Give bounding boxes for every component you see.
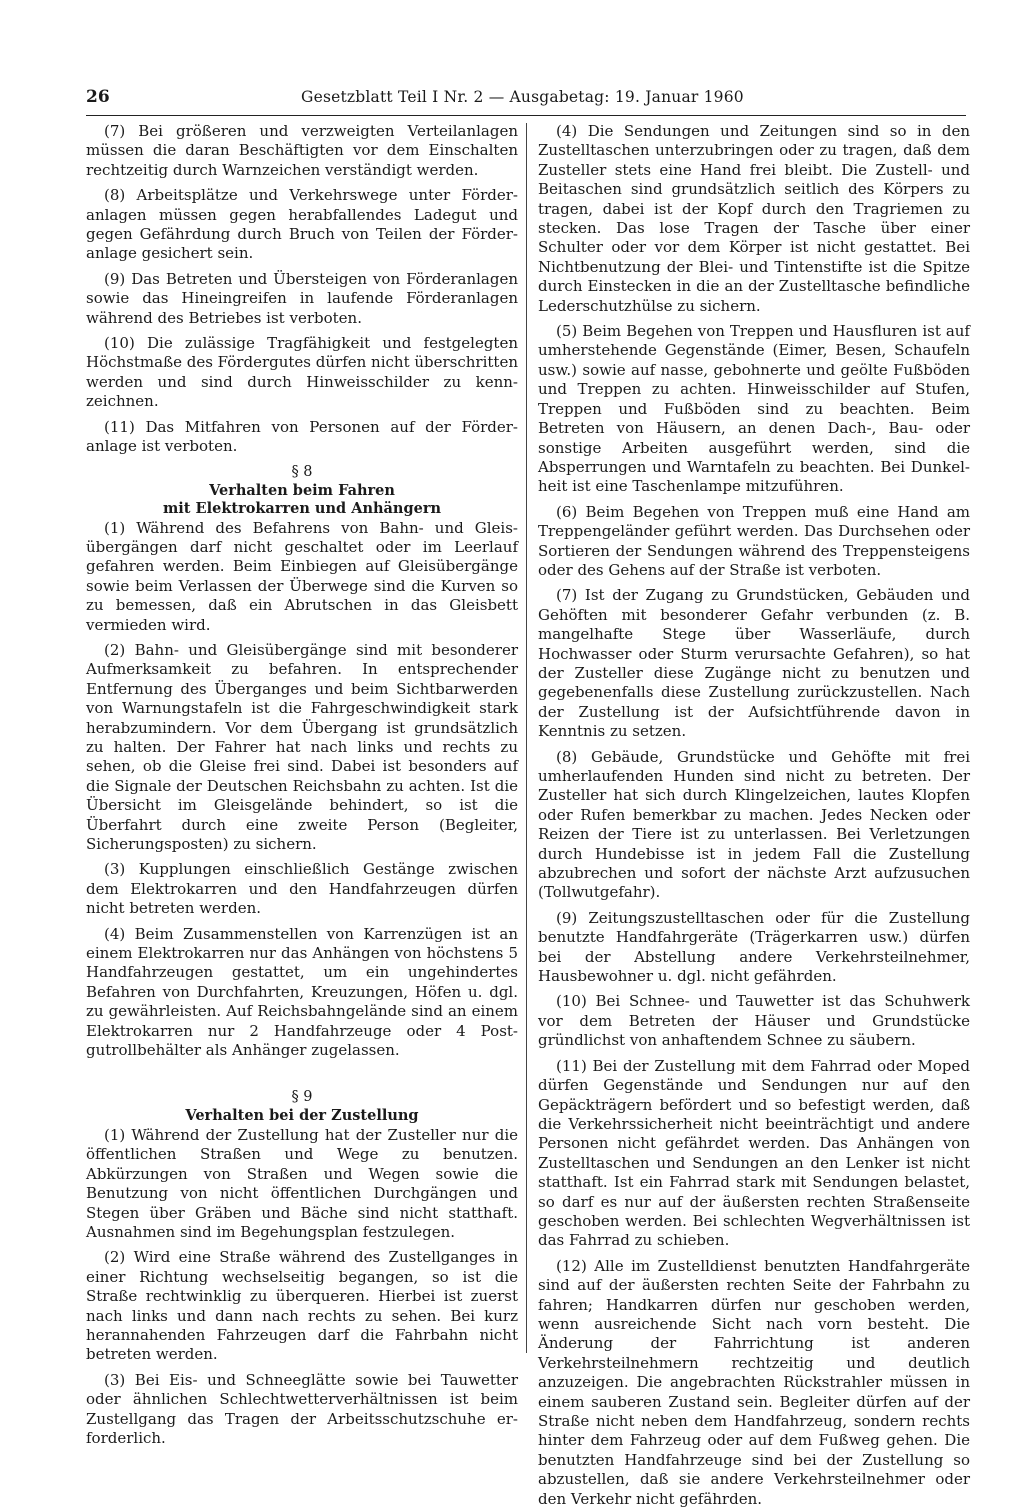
paragraph: (11) Bei der Zustellung mit dem Fahrrad oder Moped dürfen Gegenstände und Sendungen nur auf den Gepäckträgern befördert und so befestigt werden, daß die Verkehrssicherheit nicht beeinträchtigt und andere Personen nicht gefährdet werden. Das Anhängen von Zustelltaschen und Sendungen an den Lenker ist nicht statthaft. Ist ein Fahrrad stark mit Sendungen belastet, so darf es nur auf der äußersten rechten Straßenseite geschoben werden. Bei schlechten Wegverhältnissen ist das Fahrrad zu schieben. <box>538 1056 970 1250</box>
paragraph: (1) Während der Zustellung hat der Zusteller nur die öffentlichen Straßen und Wege zu benutzen. Abkürzungen von Straßen und Wegen sowie die Benutzung von nicht öffentlichen Durchgängen und Stegen über Gräben und Bäche sind nicht statthaft. Ausnahmen sind im Begehungsplan festzulegen. <box>86 1125 518 1241</box>
left-column <box>86 122 518 1448</box>
column-divider <box>526 123 527 1353</box>
paragraph: (4) Beim Zusammenstellen von Karrenzügen ist an einem Elektrokarren nur das Anhängen von höchstens 5 Handfahrzeugen gestattet, um ein ungehindertes Befahren von Durchfahrten, Kreuzungen, Höfen u. dgl. zu gewährleisten. Auf Reichsbahngelände sind an einem Elektrokarren nur 2 Handfahrzeuge oder 4 Postgutrollbehälter als Anhänger zugelassen. <box>86 924 518 1060</box>
paragraph: (3) Bei Eis- und Schneeglätte sowie bei Tauwetter oder ähnlichen Schlechtwetterverhältnissen ist beim Zustellgang das Tragen der Arbeitsschutzschuhe erforderlich. <box>86 1370 518 1448</box>
section-title: mit Elektrokarren und Anhängern <box>162 500 442 517</box>
paragraph: (2) Bahn- und Gleisübergänge sind mit besonderer Aufmerksamkeit zu befahren. In entsprechender Entfernung des Überganges und beim Sichtbarwerden von Warnungstafeln ist die Fahrgeschwindigkeit stark herabzumindern. Vor dem Übergang ist grundsätzlich zu halten. Der Fahrer hat nach links und rechts zu sehen, ob die Gleise frei sind. Dabei ist besonders auf die Signale der Deutschen Reichsbahn zu achten. Ist die Übersicht im Gleisgelände behindert, so ist die Überfahrt durch eine zweite Person (Begleiter, Sicherungsposten) zu sichern. <box>86 640 518 853</box>
paragraph: (8) Arbeitsplätze und Verkehrswege unter Förderanlagen müssen gegen herabfallendes Ladegut und gegen Gefährdung durch Bruch von Teilen der Förderanlage gesichert sein. <box>86 186 518 263</box>
paragraph: (10) Bei Schnee- und Tauwetter ist das Schuhwerk vor dem Betreten der Häuser und Grundstücke gründlichst von anhaftendem Schnee zu säubern. <box>538 992 970 1050</box>
paragraph: (10) Die zulässige Tragfähigkeit und festgelegten Höchstmaße des Fördergutes dürfen nicht überschritten werden und sind durch Hinweisschilder zu kennzeichnen. <box>86 334 518 411</box>
section-title: Verhalten bei der Zustellung <box>185 1107 419 1125</box>
paragraph: (6) Beim Begehen von Treppen muß eine Hand am Treppengeländer geführt werden. Das Durchsehen oder Sortieren der Sendungen während des Treppensteigens oder des Gehens auf der Straße ist verboten. <box>538 502 970 579</box>
section-9 <box>86 1088 518 1448</box>
paragraph: (9) Das Betreten und Übersteigen von Förderanlagen sowie das Hineingreifen in laufende Förderanlagen während des Betriebes ist verboten. <box>86 269 518 327</box>
right-column <box>538 122 970 1509</box>
paragraph: (7) Ist der Zugang zu Grundstücken, Gebäuden und Gehöften mit besonderer Gefahr verbunden (z. B. mangelhafte Stege über Wasserläufe, durch Hochwasser oder Sturm verursachte Gefahren), so hat der Zusteller diese Zugänge nicht zu benutzen und gegebenenfalls diese Zustellung zurückzustellen. Nach der Zustellung ist der Aufsichtführende davon in Kenntnis zu setzen. <box>538 586 970 741</box>
paragraph: (3) Kupplungen einschließlich Gestänge zwischen dem Elektrokarren und den Handfahrzeugen dürfen nicht betreten werden. <box>86 860 518 918</box>
page-header <box>86 86 966 110</box>
header-rule <box>86 115 966 116</box>
section-title: Verhalten beim Fahren <box>209 481 395 499</box>
paragraph: (4) Die Sendungen und Zeitungen sind so in den Zustelltaschen unterzubringen oder zu tragen, daß dem Zusteller stets eine Hand frei bleibt. Die Zustell- und Beitaschen sind grundsätzlich seitlich des Körpers zu tragen, dabei ist der Kopf durch den Tragriemen zu stecken. Das lose Tragen der Tasche über einer Schulter oder vor dem Körper ist nicht gestattet. Bei Nichtbenutzung der Blei- und Tintenstifte ist die Spitze durch Einstecken in die an der Zustelltasche befindliche Lederschutzhülse zu sichern. <box>538 122 970 315</box>
paragraph: (1) Während des Befahrens von Bahn- und Gleisübergängen darf nicht geschaltet oder im Leerlauf gefahren werden. Beim Einbiegen auf Gleisübergänge sowie beim Verlassen der Überwege sind die Kurven so zu bemessen, daß ein Abrutschen in das Gleisbett vermieden wird. <box>86 518 518 634</box>
section-number: § 9 <box>291 1089 313 1106</box>
paragraph: (7) Bei größeren und verzweigten Verteilanlagen müssen die daran Beschäftigten vor dem Einschalten rechtzeitig durch Warnzeichen verständigt werden. <box>86 122 518 179</box>
paragraph: (12) Alle im Zustelldienst benutzten Handfahrgeräte sind auf der äußersten rechten Seite der Fahrbahn zu fahren; Handkarren dürfen nur geschoben werden, wenn ausreichende Sicht nach vorn besteht. Die Änderung der Fahrrichtung ist anderen Verkehrsteilnehmern rechtzeitig und deutlich anzuzeigen. Die angebrachten Rückstrahler müssen in einem sauberen Zustand sein. Begleiter dürfen auf der Straße nicht neben dem Handfahrzeug, sondern rechts hinter dem Fahrzeug oder auf dem Fußweg gehen. Die benutzten Handfahrzeuge sind bei der Zustellung so abzustellen, daß sie andere Verkehrsteilnehmer oder den Verkehr nicht gefährden. <box>538 1256 970 1508</box>
paragraph: (2) Wird eine Straße während des Zustellganges in einer Richtung wechselseitig begangen, so ist die Straße rechtwinklig zu überqueren. Hierbei ist zuerst nach links und dann nach rechts zu sehen. Bei kurz herannahenden Fahrzeugen darf die Fahrbahn nicht betreten werden. <box>86 1248 518 1364</box>
section-8 <box>86 463 518 1061</box>
section-number: § 8 <box>291 463 313 480</box>
header-title: Gesetzblatt Teil I Nr. 2 — Ausgabetag: 19. Januar 1960 <box>301 88 744 106</box>
paragraph: (9) Zeitungszustelltaschen oder für die Zustellung benutzte Handfahrgeräte (Trägerkarren usw.) dürfen bei der Abstellung andere Verkehrsteilnehmer, Hausbewohner u. dgl. nicht gefährden. <box>538 908 970 986</box>
paragraph: (8) Gebäude, Grundstücke und Gehöfte mit frei umherlaufenden Hunden sind nicht zu betreten. Der Zusteller hat sich durch Klingelzeichen, lautes Klopfen oder Rufen bemerkbar zu machen. Jedes Necken oder Reizen der Tiere ist zu unterlassen. Bei Verletzungen durch Hundebisse ist in jedem Fall die Zustellung abzubrechen und sofort der nächste Arzt aufzusuchen (Tollwutgefahr). <box>538 747 970 902</box>
page-number: 26 <box>86 87 110 107</box>
paragraph: (5) Beim Begehen von Treppen und Hausfluren ist auf umherstehende Gegenstände (Eimer, Besen, Schaufeln usw.) sowie auf nasse, gebohnerte und geölte Fußböden und Treppen zu achten. Hinweisschilder auf Stufen, Treppen und Fußböden sind zu beachten. Beim Betreten von Häusern, an denen Dach-, Bau- oder sonstige Arbeiten ausgeführt werden, sind die Absperrungen und Warntafeln zu beachten. Bei Dunkelheit ist eine Taschenlampe mitzuführen. <box>538 322 970 496</box>
paragraph: (11) Das Mitfahren von Personen auf der Förderanlage ist verboten. <box>86 417 518 456</box>
